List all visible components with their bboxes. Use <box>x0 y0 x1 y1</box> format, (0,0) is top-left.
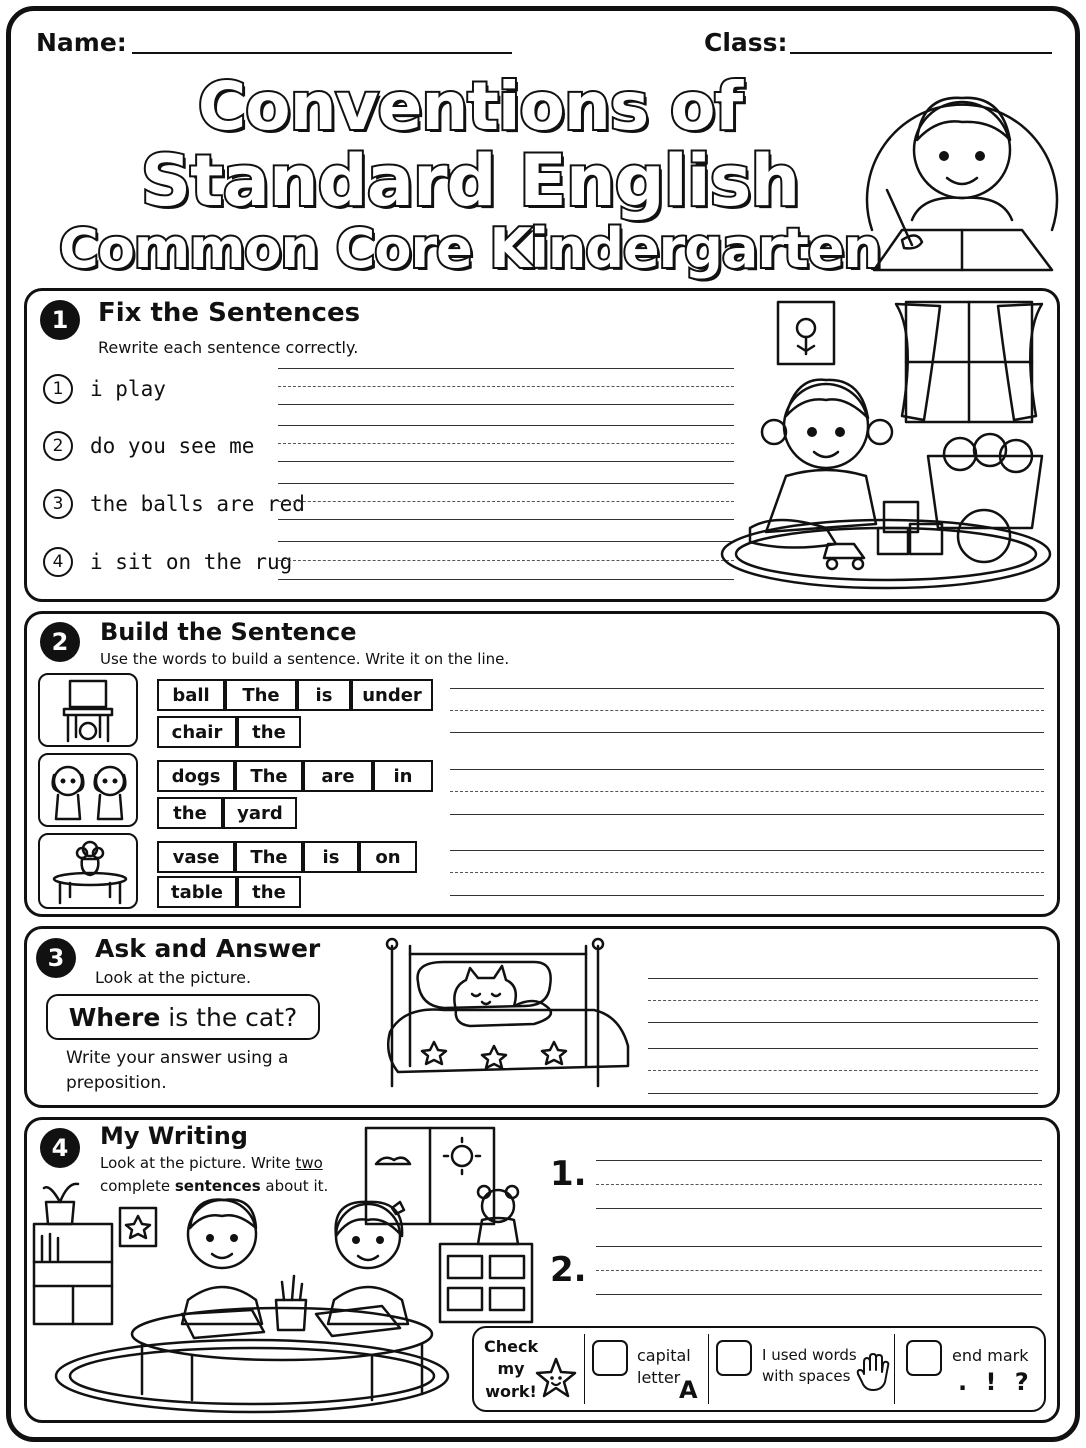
capital-letter-checkbox[interactable] <box>592 1340 628 1376</box>
vase-table-picture <box>38 833 138 909</box>
title-line-1: Conventions of <box>197 68 743 145</box>
writing-midline <box>648 1000 1038 1001</box>
word-tile[interactable]: dogs <box>157 760 235 792</box>
item-3-text: the balls are red <box>90 492 305 516</box>
check-heading-line-2: my <box>497 1359 525 1379</box>
section-3-number: 3 <box>36 938 76 978</box>
word-spaces-checkbox[interactable] <box>716 1340 752 1376</box>
item-1-number: 1 <box>43 374 73 404</box>
chair-ball-picture <box>38 673 138 747</box>
writing-line[interactable] <box>450 814 1044 815</box>
class-label: Class: <box>704 28 788 57</box>
end-mark-checkbox[interactable] <box>906 1340 942 1376</box>
question-text: is the cat? <box>160 1002 298 1032</box>
writing-midline <box>596 1270 1042 1271</box>
answer-instruction-line-1: Write your answer using a <box>66 1048 289 1068</box>
word-tile[interactable]: chair <box>157 716 237 748</box>
capital-letter-line-2: letter <box>637 1368 681 1388</box>
girl-playing-illustration <box>716 296 1052 590</box>
section-3-title: Ask and Answer <box>95 934 321 963</box>
writing-line[interactable] <box>278 483 734 484</box>
word-tile[interactable]: The <box>235 760 303 792</box>
sentence-2-number: 2. <box>550 1250 587 1290</box>
section-1-subtitle: Rewrite each sentence correctly. <box>98 338 359 357</box>
writing-line[interactable] <box>596 1246 1042 1247</box>
word-tile[interactable]: under <box>351 679 433 711</box>
writing-midline <box>278 386 734 387</box>
check-heading-line-3: work! <box>485 1381 537 1401</box>
dogs-icon <box>46 761 134 823</box>
writing-line[interactable] <box>648 978 1038 979</box>
word-tile[interactable]: is <box>303 841 359 873</box>
question-keyword: Where <box>68 1002 161 1032</box>
boy-writing-illustration <box>862 70 1062 280</box>
check-heading-line-1: Check <box>484 1337 539 1356</box>
word-spaces-line-2: with spaces <box>762 1367 851 1385</box>
word-tile[interactable]: vase <box>157 841 235 873</box>
writing-line[interactable] <box>278 368 734 369</box>
class-line[interactable] <box>790 52 1052 54</box>
writing-line[interactable] <box>450 688 1044 689</box>
section-3-subtitle: Look at the picture. <box>95 968 252 987</box>
word-tile[interactable]: The <box>225 679 297 711</box>
item-2-text: do you see me <box>90 434 255 458</box>
word-tile[interactable]: the <box>157 797 223 829</box>
writing-midline <box>278 443 734 444</box>
sentence-1-number: 1. <box>550 1154 587 1194</box>
writing-midline <box>450 710 1044 711</box>
classroom-illustration <box>32 1124 538 1416</box>
writing-line[interactable] <box>278 404 734 405</box>
writing-line[interactable] <box>596 1208 1042 1209</box>
end-mark-label: end mark <box>952 1346 1029 1365</box>
answer-instruction-line-2: preposition. <box>66 1072 167 1093</box>
writing-instruction-count: two <box>295 1154 323 1172</box>
word-tile[interactable]: is <box>297 679 351 711</box>
smiling-star-icon <box>534 1356 578 1400</box>
end-mark-symbols: . ! ? <box>958 1368 1034 1396</box>
capital-letter-line-1: capital <box>637 1346 691 1365</box>
item-2-number: 2 <box>43 431 73 461</box>
writing-line[interactable] <box>648 1093 1038 1094</box>
title-line-2: Standard English <box>140 140 800 222</box>
word-tile[interactable]: ball <box>157 679 225 711</box>
section-1-title: Fix the Sentences <box>98 298 361 328</box>
writing-line[interactable] <box>596 1294 1042 1295</box>
word-tile[interactable]: the <box>237 876 301 908</box>
word-tile[interactable]: on <box>359 841 417 873</box>
section-2-title: Build the Sentence <box>100 618 357 646</box>
item-4-text: i sit on the rug <box>90 550 293 574</box>
writing-line[interactable] <box>278 541 734 542</box>
answer-instruction <box>66 1046 288 1095</box>
word-tile[interactable]: yard <box>223 797 297 829</box>
word-tile[interactable]: The <box>235 841 303 873</box>
divider <box>584 1334 585 1404</box>
section-2-number: 2 <box>40 622 80 662</box>
section-2-subtitle: Use the words to build a sentence. Write it on the line. <box>100 650 510 668</box>
chair-icon <box>56 679 126 743</box>
item-1-text: i play <box>90 377 166 401</box>
question-box <box>46 994 320 1040</box>
word-tile[interactable]: are <box>303 760 373 792</box>
writing-midline <box>450 872 1044 873</box>
hand-icon <box>856 1352 890 1392</box>
section-1-number: 1 <box>40 300 80 340</box>
divider <box>708 1334 709 1404</box>
writing-line[interactable] <box>278 519 734 520</box>
writing-instruction-keyword: sentences <box>174 1176 261 1195</box>
writing-line[interactable] <box>278 461 734 462</box>
writing-midline <box>450 791 1044 792</box>
word-spaces-label <box>762 1345 857 1387</box>
divider <box>894 1334 895 1404</box>
writing-line[interactable] <box>648 1048 1038 1049</box>
word-tile[interactable]: in <box>373 760 433 792</box>
writing-line[interactable] <box>450 850 1044 851</box>
name-line[interactable] <box>132 52 512 54</box>
writing-midline <box>648 1070 1038 1071</box>
word-tile[interactable]: the <box>237 716 301 748</box>
writing-line[interactable] <box>450 732 1044 733</box>
vase-table-icon <box>50 839 130 905</box>
writing-line[interactable] <box>450 769 1044 770</box>
writing-line[interactable] <box>596 1160 1042 1161</box>
writing-line[interactable] <box>278 425 734 426</box>
writing-midline <box>596 1184 1042 1185</box>
section-4-number: 4 <box>40 1128 80 1168</box>
writing-instruction-text: Look at the picture. Write <box>100 1154 296 1172</box>
writing-line[interactable] <box>450 895 1044 896</box>
writing-line[interactable] <box>648 1022 1038 1023</box>
item-4-number: 4 <box>43 547 73 577</box>
writing-midline <box>278 560 734 561</box>
writing-line[interactable] <box>278 579 734 580</box>
writing-midline <box>278 501 734 502</box>
writing-instruction-text-2: complete <box>100 1176 175 1195</box>
capital-letter-mark: A <box>679 1376 698 1404</box>
name-label: Name: <box>36 28 127 57</box>
item-3-number: 3 <box>43 489 73 519</box>
dogs-picture <box>38 753 138 827</box>
word-tile[interactable]: table <box>157 876 237 908</box>
cat-on-bed-illustration <box>384 936 634 1100</box>
section-4-title: My Writing <box>100 1122 248 1150</box>
writing-instruction-text-3: about it. <box>260 1176 329 1195</box>
word-spaces-line-1: I used words <box>762 1346 857 1364</box>
check-heading <box>484 1336 538 1403</box>
title-line-3: Common Core Kindergarten <box>59 217 881 280</box>
